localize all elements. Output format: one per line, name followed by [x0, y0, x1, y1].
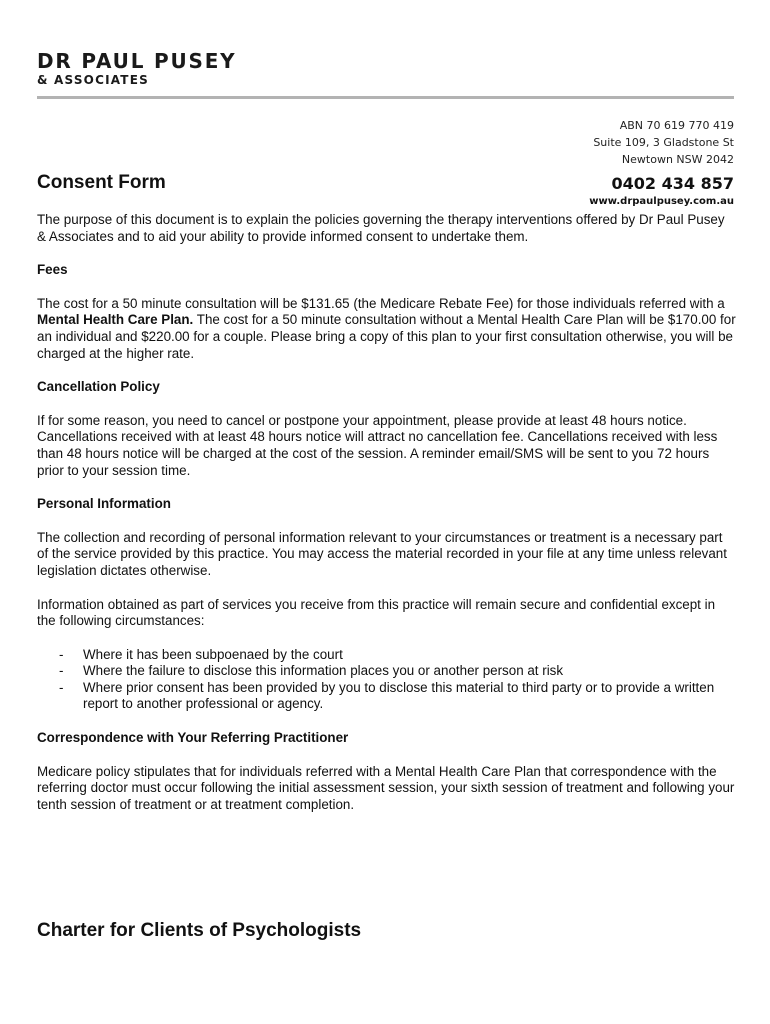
list-item [59, 680, 737, 713]
header-divider [37, 96, 734, 99]
practice-logo [37, 50, 236, 87]
dash-bullet: - [59, 679, 64, 695]
fees-paragraph [37, 296, 737, 362]
personal-info-paragraph-2: Information obtained as part of services you receive from this practice will remain secure and confidential except in the following circumstances: [37, 596, 716, 629]
fees-bold-text: Mental Health Care Plan. [37, 312, 194, 328]
logo-sub-text: & ASSOCIATES [37, 73, 149, 87]
address-line-1: Suite 109, 3 Gladstone St [593, 136, 734, 149]
website-link[interactable]: www.drpaulpusey.com.au [589, 196, 734, 207]
fees-text-before: The cost for a 50 minute consultation will be $131.65 (the Medicare Rebate Fee) for those individuals referred with a [37, 295, 725, 311]
list-item [59, 647, 737, 664]
cancellation-paragraph: If for some reason, you need to cancel or postpone your appointment, please provide at least 48 hours notice. Cancellations received with at least 48 hours notice will attract no cancellation fee. Cancellations received with less than 48 hours notice will be charged at the cost of the session. A reminder email/SMS will be sent to you 72 hours prior to your session time. [37, 412, 718, 478]
logo-main-text: DR PAUL PUSEY [37, 49, 237, 73]
list-item [59, 663, 737, 680]
document-body [37, 212, 737, 830]
dash-bullet: - [59, 663, 64, 679]
cancellation-heading: Cancellation Policy [37, 379, 160, 395]
correspondence-paragraph: Medicare policy stipulates that for individuals referred with a Mental Health Care Plan that correspondence with the referring doctor must occur following the initial assessment session, your sixth session of treatment and following your tenth session of treatment or at treatment completion. [37, 763, 735, 812]
intro-paragraph: The purpose of this document is to explain the policies governing the therapy interventions offered by Dr Paul Pusey & Associates and to aid your ability to provide informed consent to undertake them. [37, 212, 725, 244]
fees-text-after: The cost for a 50 minute consultation without a Mental Health Care Plan will be $170.00 for an individual and $220.00 for a couple. Please bring a copy of this plan to your first consultation otherwise, you will be charged at the higher rate. [37, 312, 736, 361]
abn-text: ABN 70 619 770 419 [619, 119, 734, 132]
list-item-text: Where prior consent has been provided by you to disclose this material to third party or to provide a written report to another professional or agency. [83, 679, 715, 712]
circumstances-list [37, 647, 737, 713]
correspondence-heading: Correspondence with Your Referring Practitioner [37, 730, 349, 746]
list-item-text: Where it has been subpoenaed by the court [83, 646, 343, 662]
dash-bullet: - [59, 646, 64, 662]
personal-info-heading: Personal Information [37, 496, 171, 512]
personal-info-paragraph-1: The collection and recording of personal information relevant to your circumstances or treatment is a necessary part of the service provided by this practice. You may access the material recorded in your file at any time unless relevant legislation dictates otherwise. [37, 529, 727, 578]
contact-block [589, 117, 734, 208]
charter-heading: Charter for Clients of Psychologists [37, 920, 362, 941]
page-title: Consent Form [37, 172, 166, 193]
fees-heading: Fees [37, 262, 68, 278]
phone-number: 0402 434 857 [611, 174, 734, 193]
address-line-2: Newtown NSW 2042 [621, 153, 734, 166]
list-item-text: Where the failure to disclose this information places you or another person at risk [83, 663, 564, 679]
